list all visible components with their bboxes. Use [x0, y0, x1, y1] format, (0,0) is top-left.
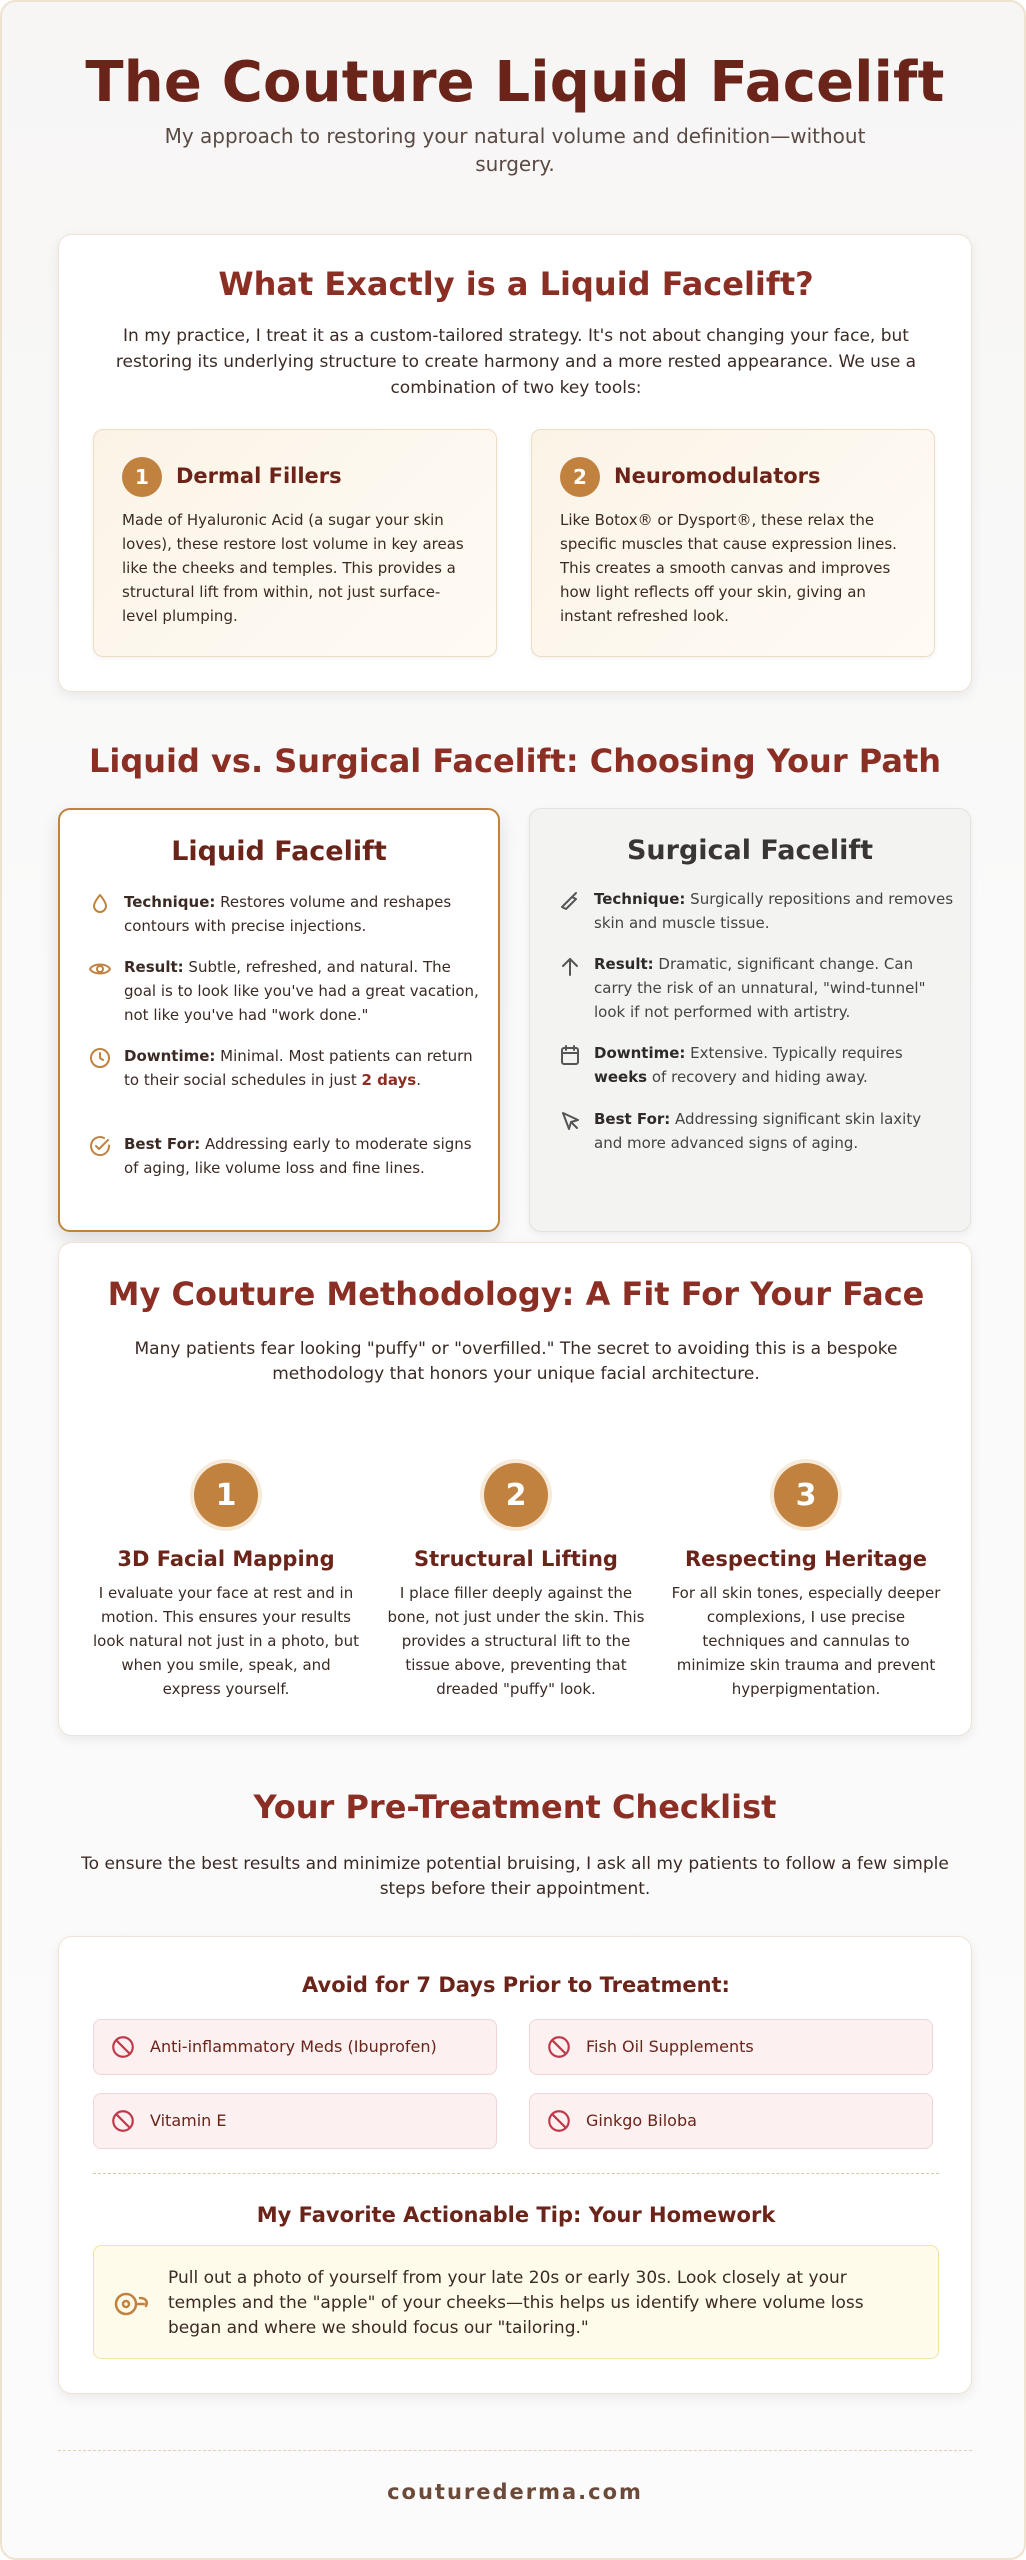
surgical-best-for-text: Best For: Addressing significant skin laxity and more advanced signs of aging.	[594, 1110, 922, 1152]
tape-measure-icon	[112, 2286, 152, 2320]
calendar-icon	[558, 1043, 582, 1067]
clock-icon	[88, 1046, 112, 1070]
cursor-arrow-icon	[558, 1109, 582, 1133]
check-circle-icon	[88, 1134, 112, 1158]
eye-icon	[88, 957, 112, 981]
droplet-icon	[88, 892, 112, 916]
downtime-highlight: weeks	[594, 1068, 648, 1086]
liquid-best-for-text: Best For: Addressing early to moderate signs of aging, like volume loss and fine lines.	[124, 1135, 472, 1177]
tool-text: Like Botox® or Dysport®, these relax the specific muscles that cause expression lines. This creates a smooth canvas and improves how light reflects off your skin, giving an instant refreshed look.	[560, 511, 897, 625]
step-number-badge: 2	[484, 1463, 548, 1527]
tip-box	[93, 2245, 939, 2359]
page-title: The Couture Liquid Facelift	[85, 50, 945, 115]
tool-text: Made of Hyaluronic Acid (a sugar your skin loves), these restore lost volume in key areas like the cheeks and temples. This provides a structural lift from within, not just surface-level plumping.	[122, 511, 464, 625]
avoid-item	[529, 2093, 933, 2149]
liquid-facelift-card	[58, 808, 500, 1232]
step-text: I evaluate your face at rest and in motion. This ensures your results look natural not just in a photo, but when you smile, speak, and express yourself.	[93, 1584, 359, 1698]
ban-icon	[110, 2034, 136, 2060]
liquid-result-text: Result: Subtle, refreshed, and natural. The goal is to look like you've had a great vacation, not like you've had "work done."	[124, 958, 479, 1024]
divider	[93, 2173, 939, 2174]
surgical-technique-text: Technique: Surgically repositions and removes skin and muscle tissue.	[594, 890, 954, 932]
compare-title: Liquid vs. Surgical Facelift: Choosing Your Path	[88, 742, 942, 780]
checklist-title: Your Pre-Treatment Checklist	[253, 1788, 777, 1826]
surgical-downtime-text: Downtime: Extensive. Typically requires weeks of recovery and hiding away.	[594, 1044, 903, 1086]
scalpel-icon	[558, 889, 582, 913]
tip-text: Pull out a photo of yourself from your late 20s or early 30s. Look closely at your temples and the "apple" of your cheeks—this helps us identify where volume loss began and where we should focus our "tailoring."	[168, 2268, 864, 2338]
tip-title: My Favorite Actionable Tip: Your Homework	[256, 2203, 776, 2227]
ban-icon	[110, 2108, 136, 2134]
avoid-item	[93, 2093, 497, 2149]
footer-site-link[interactable]: couturederma.com	[387, 2480, 643, 2504]
step-title: Structural Lifting	[414, 1547, 618, 1571]
arrow-up-icon	[558, 954, 582, 978]
avoid-title: Avoid for 7 Days Prior to Treatment:	[302, 1973, 730, 1997]
liquid-technique-text: Technique: Restores volume and reshapes contours with precise injections.	[124, 893, 452, 935]
downtime-highlight: 2 days	[361, 1071, 417, 1089]
methodology-card	[58, 1242, 972, 1736]
tool-title: Dermal Fillers	[176, 464, 342, 488]
tool-card-dermal-fillers	[93, 429, 497, 657]
avoid-item-label: Ginkgo Biloba	[586, 2111, 697, 2130]
methodology-intro: Many patients fear looking "puffy" or "overfilled." The secret to avoiding this is a bespoke methodology that honors your unique facial architecture.	[134, 1339, 898, 1384]
liquid-card-title: Liquid Facelift	[171, 836, 387, 867]
avoid-item	[93, 2019, 497, 2075]
ban-icon	[546, 2034, 572, 2060]
what-is-title: What Exactly is a Liquid Facelift?	[218, 265, 814, 303]
checklist-intro: To ensure the best results and minimize potential bruising, I ask all my patients to follow a few simple steps before their appointment.	[81, 1854, 949, 1899]
surgical-card-title: Surgical Facelift	[626, 835, 873, 866]
what-is-card	[58, 234, 972, 692]
step-title: 3D Facial Mapping	[117, 1547, 335, 1571]
footer-divider	[58, 2450, 972, 2451]
avoid-item-label: Anti-inflammatory Meds (Ibuprofen)	[150, 2037, 437, 2056]
step-text: For all skin tones, especially deeper complexions, I use precise techniques and cannulas to minimize skin trauma and prevent hyperpigmentation.	[671, 1584, 941, 1698]
page-subtitle: My approach to restoring your natural volume and definition—without surgery.	[164, 124, 866, 176]
ban-icon	[546, 2108, 572, 2134]
surgical-facelift-card	[529, 808, 971, 1232]
step-number-badge: 1	[194, 1463, 258, 1527]
step-title: Respecting Heritage	[684, 1547, 928, 1571]
number-badge: 1	[122, 457, 162, 497]
methodology-title: My Couture Methodology: A Fit For Your Face	[107, 1275, 925, 1313]
avoid-item-label: Fish Oil Supplements	[586, 2037, 754, 2056]
liquid-downtime-text: Downtime: Minimal. Most patients can return to their social schedules in just 2 days.	[124, 1047, 473, 1089]
number-badge: 2	[560, 457, 600, 497]
what-is-intro: In my practice, I treat it as a custom-tailored strategy. It's not about changing your face, but restoring its underlying structure to create harmony and a more rested appearance. We use a combination of two key tools:	[115, 326, 917, 398]
avoid-item	[529, 2019, 933, 2075]
step-number-badge: 3	[774, 1463, 838, 1527]
checklist-card	[58, 1936, 972, 2394]
avoid-item-label: Vitamin E	[150, 2111, 227, 2130]
step-text: I place filler deeply against the bone, not just under the skin. This provides a structural lift to the tissue above, preventing that dreaded "puffy" look.	[387, 1584, 645, 1698]
tool-card-neuromodulators	[531, 429, 935, 657]
tool-title: Neuromodulators	[614, 464, 821, 488]
surgical-result-text: Result: Dramatic, significant change. Can carry the risk of an unnatural, "wind-tunnel" look if not performed with artistry.	[594, 955, 926, 1021]
